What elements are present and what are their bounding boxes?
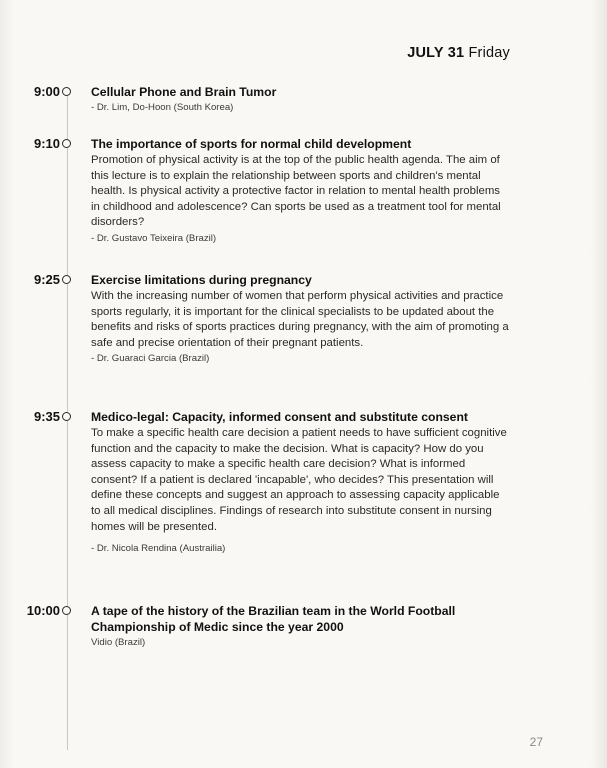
session-title: A tape of the history of the Brazilian team in the World Football Championship of Medic since the year 2000 (91, 604, 456, 634)
date-label: JULY 31 (407, 45, 465, 61)
session-speaker: - Dr. Gustavo Teixeira (Brazil) (91, 232, 217, 244)
session-content (91, 136, 509, 246)
session-time: 10:00 (26, 603, 60, 618)
session-title: Medico-legal: Capacity, informed consent and substitute consent (91, 410, 468, 424)
session-content (91, 603, 509, 650)
session-time: 9:00 (33, 84, 60, 99)
timeline-dot-icon (62, 606, 71, 615)
session-time: 9:25 (33, 272, 60, 287)
session-speaker: - Dr. Guaraci Garcia (Brazil) (91, 353, 210, 365)
session-abstract: Promotion of physical activity is at the top of the public health agenda. The aim of this lecture is to explain the relationship between sports and children's mental health. Is physical activity a protective factor in relation to mental health problems in childhood and adolescence? Can sports be used as a treatment tool for mental disorders? (91, 154, 501, 229)
session-time: 9:35 (33, 409, 60, 424)
timeline-dot-icon (62, 412, 71, 421)
session-content (91, 84, 509, 115)
session-title: The importance of sports for normal child development (91, 137, 412, 151)
session-speaker: Vidio (Brazil) (91, 637, 146, 648)
session-abstract: To make a specific health care decision a patient needs to have sufficient cognitive function and the capacity to make the decision. What is capacity? How do you assess capacity to make a specific health care decision? What is informed consent? If a patient is declared 'incapable', who decides? This presentation will define these concepts and suggest an approach to assessing capacity applicable to all medical disciplines. Findings of research into substitute consent in nursing homes will be presented. (91, 427, 507, 533)
session-content (91, 409, 509, 556)
session-title: Cellular Phone and Brain Tumor (91, 85, 277, 99)
session-title: Exercise limitations during pregnancy (91, 273, 312, 287)
session-speaker: - Dr. Lim, Do-Hoon (South Korea) (91, 102, 234, 113)
timeline-dot-icon (62, 139, 71, 148)
timeline-dot-icon (62, 87, 71, 96)
weekday-label: Friday (468, 45, 510, 61)
session-speaker: - Dr. Nicola Rendina (Austrailia) (91, 543, 226, 555)
session-abstract: With the increasing number of women that perform physical activities and practice sports regularly, it is important for the clinical specialists to be updated about the benefits and risks of sports practices during pregnancy, with the aim of promoting a safe and precise orientation of their pregnant patients. (91, 290, 509, 349)
date-header (407, 45, 510, 61)
session-content (91, 272, 509, 366)
session-time: 9:10 (33, 136, 60, 151)
page-number: 27 (529, 735, 543, 749)
timeline-dot-icon (62, 275, 71, 284)
